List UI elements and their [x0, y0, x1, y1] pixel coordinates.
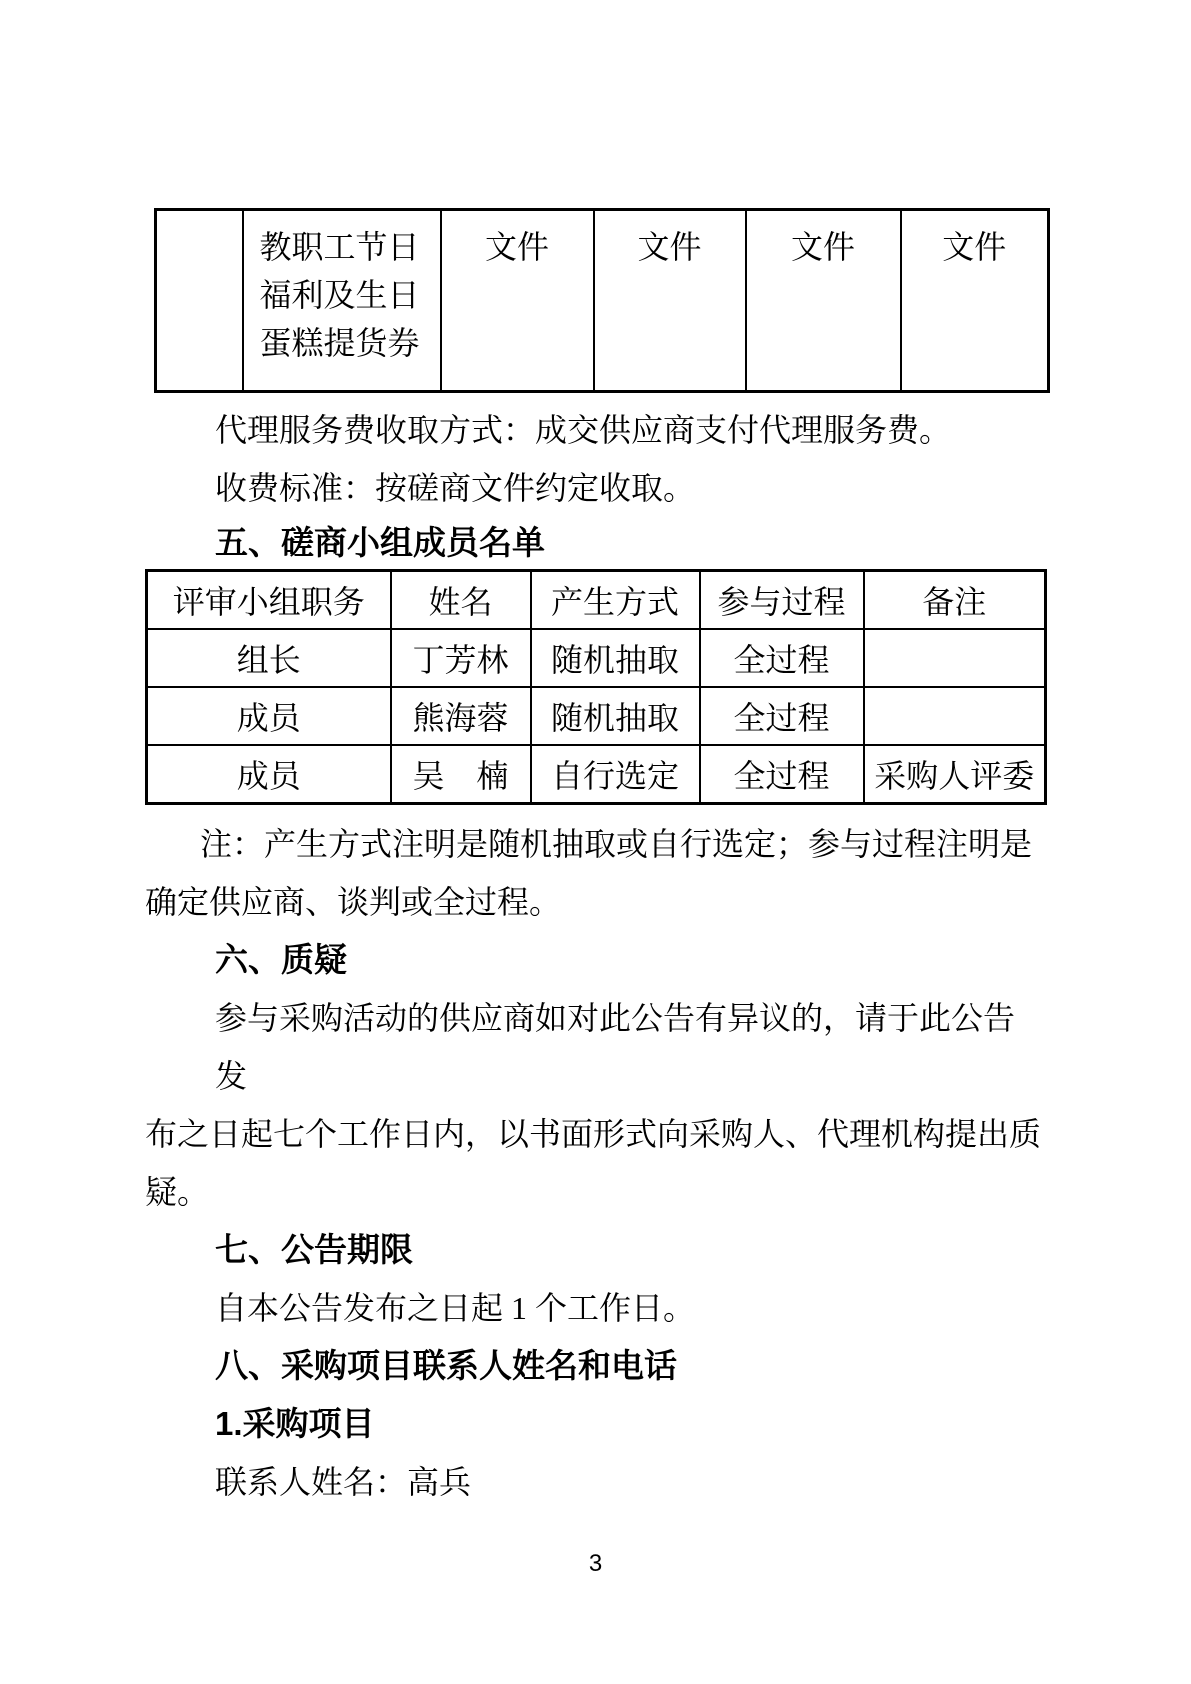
table-cell-file: 文件: [594, 210, 746, 392]
cell-role: 成员: [147, 745, 391, 804]
page-number: 3: [588, 1550, 603, 1577]
note-line: 确定供应商、谈判或全过程。: [145, 884, 562, 920]
table-row: [147, 629, 1046, 687]
contact-name-line: 联系人姓名：高兵: [215, 1464, 472, 1500]
table-row: [147, 745, 1046, 804]
table-row: [147, 687, 1046, 745]
table-row: [156, 210, 1049, 392]
table-cell-file: 文件: [441, 210, 594, 392]
fee-method-line: 代理服务费收取方式：成交供应商支付代理服务费。: [215, 412, 952, 448]
header-cell-remark: 备注: [864, 571, 1046, 630]
note-line: 注：产生方式注明是随机抽取或自行选定；参与过程注明是: [200, 826, 1033, 862]
cell-name: 丁芳林: [391, 629, 531, 687]
body-line: 布之日起七个工作日内，以书面形式向采购人、代理机构提出质: [145, 1116, 1042, 1152]
header-cell-role: 评审小组职务: [147, 571, 391, 630]
cell-remark: [864, 687, 1046, 745]
section6-heading: 六、质疑: [215, 941, 347, 978]
cell-method: 随机抽取: [531, 687, 700, 745]
body-line: 疑。: [145, 1174, 210, 1210]
cell-process: 全过程: [700, 687, 864, 745]
section7-heading: 七、公告期限: [215, 1231, 413, 1268]
table-cell-file: 文件: [901, 210, 1049, 392]
table-cell-item-name: 教职工节日福利及生日蛋糕提货券: [243, 210, 441, 392]
cell-name: 熊海蓉: [391, 687, 531, 745]
section5-heading: 五、磋商小组成员名单: [215, 524, 545, 561]
cell-remark: [864, 629, 1046, 687]
cell-method: 随机抽取: [531, 629, 700, 687]
fee-standard-line: 收费标准：按磋商文件约定收取。: [215, 470, 696, 506]
benefits-table: [154, 208, 1050, 393]
cell-process: 全过程: [700, 629, 864, 687]
section8-subheading: 1.采购项目: [215, 1405, 375, 1442]
cell-process: 全过程: [700, 745, 864, 804]
table-header-row: [147, 571, 1046, 630]
table-cell-file: 文件: [746, 210, 901, 392]
table-cell-index: [156, 210, 243, 392]
header-cell-method: 产生方式: [531, 571, 700, 630]
body-line: 参与采购活动的供应商如对此公告有异议的，请于此公告发: [215, 1000, 1016, 1094]
section6-body: [145, 989, 1046, 1221]
section7-body: 自本公告发布之日起 1 个工作日。: [215, 1290, 696, 1326]
header-cell-name: 姓名: [391, 571, 531, 630]
header-cell-process: 参与过程: [700, 571, 864, 630]
fee-paragraphs: [145, 401, 1046, 517]
cell-role: 成员: [147, 687, 391, 745]
cell-name: 吴 楠: [391, 745, 531, 804]
panel-note: [145, 815, 1046, 931]
panel-members-table: [145, 569, 1047, 805]
cell-remark: 采购人评委: [864, 745, 1046, 804]
cell-role: 组长: [147, 629, 391, 687]
document-content: [145, 208, 1046, 1511]
section8-heading: 八、采购项目联系人姓名和电话: [215, 1347, 677, 1384]
cell-method: 自行选定: [531, 745, 700, 804]
